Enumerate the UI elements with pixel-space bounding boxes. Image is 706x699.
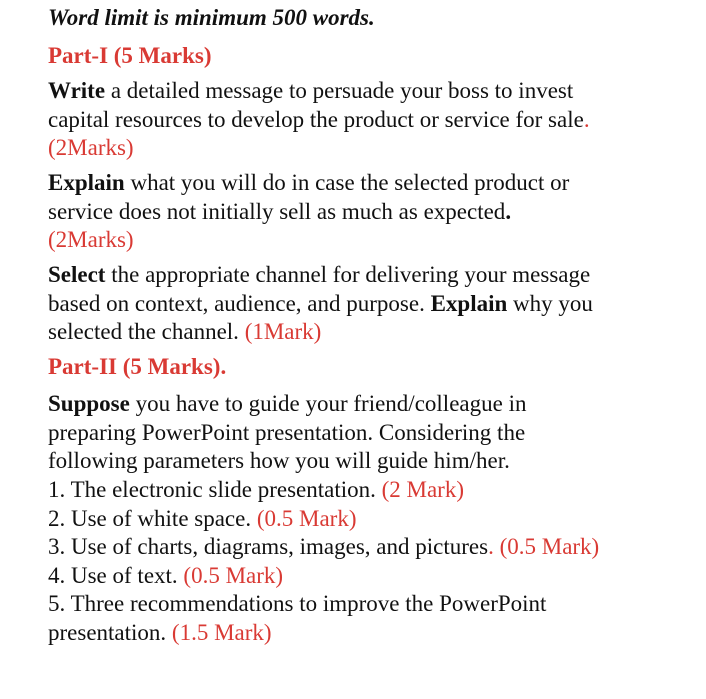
list-item-marks: (0.5 Mark) (256, 505, 357, 531)
q3-line-2 (48, 290, 593, 319)
list-item-separator: . (488, 534, 500, 560)
q2-line-2 (48, 198, 569, 227)
q3-line-3 (48, 318, 593, 347)
part2-intro (48, 390, 526, 476)
q1-line-1 (48, 77, 590, 106)
list-item-text: 2. Use of white space. (48, 505, 257, 531)
q1-period: . (583, 106, 590, 132)
list-item (48, 505, 599, 534)
list-item-marks: (2 Mark) (381, 477, 464, 502)
q1-marks: (2Marks) (48, 135, 134, 161)
q2-marks: (2Marks) (48, 227, 134, 253)
list-item-text: presentation. (48, 619, 172, 645)
q3-line-3-text: selected the channel. (48, 319, 245, 345)
part2-list (48, 476, 599, 648)
q1-line-2-text: capital resources to develop the product or service for sale (48, 106, 584, 132)
q3-line-2a-text: based on context, audience, and purpose. (48, 290, 431, 316)
q2-line-1 (48, 169, 569, 198)
list-item-marks: (0.5 Mark) (499, 534, 600, 560)
q2-period: . (505, 198, 512, 224)
q2-bold-word: Explain (48, 170, 125, 195)
q3-bold-word-select: Select (48, 262, 106, 287)
list-item: 5. Three recommendations to improve the PowerPoint (48, 591, 547, 617)
q1-bold-word: Write (48, 78, 106, 103)
part1-question-1 (48, 77, 590, 163)
q1-line-1-text: a detailed message to persuade your boss to invest (105, 78, 574, 103)
list-item-text: 3. Use of charts, diagrams, images, and pictures (48, 534, 489, 560)
intro-line-1-text: you have to guide your friend/colleague in (129, 391, 527, 416)
q3-line-1 (48, 261, 593, 290)
part1-heading: Part-I (5 Marks) (48, 43, 212, 68)
list-item-continuation (48, 619, 599, 648)
intro-bold-word: Suppose (48, 391, 130, 416)
intro-line-2: preparing PowerPoint presentation. Considering the (48, 419, 526, 445)
list-item-marks: (1.5 Mark) (171, 619, 272, 645)
part2-heading: Part-II (5 Marks). (48, 354, 227, 379)
q3-line-1-text: the appropriate channel for delivering your message (105, 262, 591, 287)
list-item-text: 4. Use of text. (48, 562, 184, 588)
list-item (48, 533, 599, 562)
part1-question-3 (48, 261, 593, 347)
part1-question-2 (48, 169, 569, 255)
word-limit-title: Word limit is minimum 500 words. (48, 5, 375, 30)
list-item-marks: (0.5 Mark) (183, 562, 284, 588)
part2-section (48, 353, 226, 382)
list-item-text: 1. The electronic slide presentation. (48, 477, 382, 502)
q3-line-2b-text: why you (507, 290, 593, 316)
list-item (48, 476, 599, 505)
list-item (48, 562, 599, 591)
intro-line-3: following parameters how you will guide him/her. (48, 448, 510, 474)
part1-section (48, 42, 212, 71)
intro-line-1 (48, 390, 526, 419)
q2-line-1-text: what you will do in case the selected product or (124, 170, 570, 195)
q1-line-2 (48, 106, 590, 135)
q3-marks: (1Mark) (244, 319, 322, 345)
q2-line-2-text: service does not initially sell as much as expected (48, 198, 506, 224)
q3-bold-word-explain: Explain (430, 290, 508, 316)
